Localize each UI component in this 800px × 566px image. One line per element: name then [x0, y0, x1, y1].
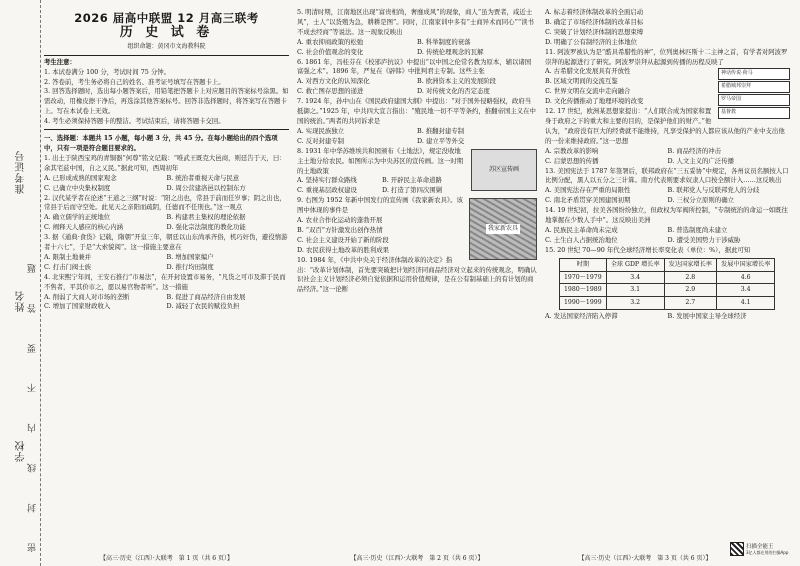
question-text: 11. 阿波罗被认为是“酷具希腊性的神”，位列奥林匹斯十二主神之首，有学者对阿波罗崇拜的起源进行了研究。阿波罗崇拜从起源到传播的历程反映了 [545, 47, 788, 66]
table-row [560, 271, 775, 284]
option: D. 农民获得土地改革的胜利成果 [297, 245, 390, 254]
binding-margin [0, 0, 41, 566]
option: D. 传统伦理观念的瓦解 [417, 47, 484, 56]
question-5 [297, 8, 537, 58]
option: B. 科举制度的衰落 [417, 37, 471, 46]
table-cell: 1990～1999 [560, 297, 607, 310]
question-14 [545, 206, 790, 246]
question-text: 13. 美国宪法于 1787 年签署后，联邦政府在“三五妥协”中规定，各州议员名额按人口比例分配，黑人以五分之三计算。南方代表则要求奴隶人口按全额计入……这反映出 [545, 166, 789, 185]
mind-map-node: 罗马帝国 [718, 94, 790, 106]
option: C. 社会价值观念的变化 [297, 47, 364, 56]
question-text: 4. 北宋熙宁年间，王安石推行“市易法”，在开封设置市易务，“凡货之可市及滞于民而不售者，平其价市之，愿以易官物者听”。这一措施 [44, 272, 286, 291]
figure-caption: 苏区宣传画 [488, 165, 519, 173]
option: A. 农业合作化运动的蓬勃开展 [297, 216, 383, 225]
option: D. 三权分立原则的确立 [667, 196, 734, 205]
notice-item: 4. 考生必须保持答题卡的整洁。考试结束后，请将答题卡交回。 [44, 117, 225, 126]
question-text: 8. 1931 年中华苏维埃共和国颁布《土地法》，规定没收地主土地分给农民。如图所示为中央苏区的宣传画。这一时期的土地政策 [297, 146, 464, 175]
table-cell: 1980～1989 [560, 284, 607, 297]
option: C. 南北矛盾贯穿美国建国初期 [545, 196, 631, 205]
organizer: 组织命题：黄冈市文海教科院 [127, 42, 206, 50]
question-3 [44, 233, 289, 273]
option: D. 推行均田制度 [166, 262, 214, 271]
option: C. 土生白人占据统治地位 [545, 235, 618, 244]
mind-map-node: 希腊城邦崇拜 [718, 81, 790, 93]
option: A. 标志着经济体制改革的全面启动 [545, 8, 644, 16]
table-cell: 2.9 [664, 284, 716, 297]
exam-title: 2026 届高中联盟 12 月高三联考 [74, 11, 259, 25]
table-header: 全球 GDP 增长率 [606, 258, 664, 271]
option: D. 人文主义的广泛传播 [667, 156, 734, 165]
notice-title: 考生注意： [44, 57, 76, 66]
table-cell: 1970～1979 [560, 271, 607, 284]
page-footer-3: 【高三·历史（江西）·大联考 第 3 页（共 6 页）】 [578, 555, 712, 562]
notice-item: 2. 答卷前，考生务必将自己的姓名、准考证号填写在答题卡上。 [44, 77, 225, 86]
question-text: 1. 出土于陕西宝鸡的青铜器“何尊”铭文记载：“唯武王既克大邑商，则廷告于天，曰：余其宅兹中国，自之乂民。”据此可知，西周初年 [44, 153, 286, 172]
option: C. 社会主义建设开始了新的阶段 [297, 235, 389, 244]
page-footer-1: 【高三·历史（江西）·大联考 第 1 页（共 6 页）】 [99, 555, 234, 562]
option: A. 已形成成熟的国家观念 [44, 173, 117, 182]
table-row [560, 297, 775, 310]
table-row [560, 284, 775, 297]
figure-8-image [471, 149, 537, 191]
page-column-1 [44, 8, 289, 548]
option: B. 联邦党人与反联邦党人的分歧 [667, 186, 760, 195]
exam-number-label: 准考证号 [16, 150, 27, 194]
option: B. 欧洲资本主义的发展阶段 [417, 77, 497, 86]
name-label: 姓名 [16, 290, 27, 312]
subject-title: 历 史 试 卷 [119, 24, 214, 40]
table-cell: 2.8 [664, 271, 716, 284]
option: B. 增加国家编户 [166, 252, 214, 261]
question-8 [297, 147, 537, 197]
question-text: 9. 右图为 1952 年新中国发行的宣传画《我家新农具》。该图中体现的事件是 [297, 196, 463, 215]
table-header: 时期 [560, 258, 607, 271]
option: B. 普选制度尚未建立 [667, 225, 728, 234]
figure-9-image [469, 198, 537, 260]
option: A. 对西方文化的认知深化 [297, 77, 370, 86]
question-text: 2. 汉代某学者在论述“王道之三纲”时说：“阳之出也，常县于前而任岁事；阴之出也，常县于后而守空处。此见天之亲阳而疏阴，任德而不任刑也。”这一观点 [44, 193, 286, 212]
option: C. 增加了国家财政收入 [44, 302, 111, 311]
question-11 [545, 47, 790, 116]
question-10-options [545, 8, 790, 48]
question-text: 14. 19 世纪初，拉美各国纷纷独立，但政权为军阀所控制，“专制统治的命运一如既往地掌握在少数人手中”。这反映出美洲 [545, 206, 788, 225]
growth-table [559, 258, 775, 311]
option: C. 启蒙思想的传播 [545, 156, 599, 165]
question-text: 12. 17 世纪，欧洲某思想家提出：“人们联合成为国家和置身于政府之下的重大和主要的目的，是保护他们的财产。”他认为，“政府没有巨大的经费就不能维持，凡享受保护的人都应该从他的产业中支出他的一份来维持政府。”这一思想 [545, 107, 785, 145]
mind-map-figure [718, 67, 790, 120]
question-7 [297, 97, 537, 147]
option: B. 推翻封建专制 [417, 126, 465, 135]
option: A. 民族民主革命尚未完成 [545, 225, 618, 234]
table-header: 发达国家增长率 [664, 258, 716, 271]
question-13 [545, 167, 790, 207]
option: D. 遭受美国势力干涉威胁 [667, 235, 741, 244]
section-heading: 一、选择题：本题共 15 小题，每小题 3 分，共 45 分。在每小题给出的四个选项中，只有一项是符合题目要求的。 [44, 134, 278, 152]
school-label: 学校 [16, 440, 27, 462]
option: C. 突破了计划经济体制的思想束缚 [545, 27, 644, 36]
option: D. 打造了第四次围剿 [382, 186, 443, 195]
option: C. 打击门阀士族 [44, 262, 92, 271]
question-4 [44, 273, 289, 313]
table-cell: 3.2 [606, 297, 664, 310]
option: C. 救亡图存思想的递进 [297, 87, 364, 96]
option: C. 反对封建专制 [297, 136, 345, 145]
option: B. 促进了商品经济自由发展 [166, 292, 246, 301]
option: A. 削弱了大商人对市场的垄断 [44, 292, 130, 301]
figure-caption: 我家新农具 [487, 225, 518, 233]
table-cell: 3.4 [716, 284, 775, 297]
question-1 [44, 154, 289, 194]
page-column-3 [545, 8, 790, 548]
question-text: 6. 1861 年，冯桂芬在《校邠庐抗议》中提出“以中国之伦常名教为原本，辅以诸国富强之术”。1896 年，严复在《辟韩》中批判君主专制。这些主张 [297, 57, 532, 76]
scanner-label: 扫描全能王 [746, 544, 774, 550]
option: A. 坚持实行群众路线 [297, 176, 357, 185]
option: B. 开辟民主革命道路 [382, 176, 442, 185]
option: A. 古希腊文化发展具有开放性 [545, 67, 631, 76]
option: D. 减轻了农民的赋役负担 [166, 302, 240, 311]
table-cell: 4.6 [716, 271, 775, 284]
question-text: 3. 据《通典·食货》记载，隋朝“开皇三年，朝廷以山东尚承齐俗，机巧奸伪，避役惰游者十六七”，于是“大索貌阅”。这一措施主要意在 [44, 233, 288, 252]
notice-item: 1. 本试卷满分 100 分，考试时间 75 分钟。 [44, 67, 171, 76]
qr-code-icon [730, 542, 744, 556]
option: B. 区域文明间的交流互鉴 [545, 77, 618, 86]
option: A. 美国宪法存在严重的局限性 [545, 186, 631, 195]
question-text: 7. 1924 年，孙中山在《国民政府建国大纲》中提出：“对于国外侵略强权，政府当抵御之。”1925 年，中共四大宣言指出：“殖民地一切不平等条约，推翻帝国主义在中国的统治。”两者的共同诉求是 [297, 97, 536, 125]
option: D. 对传统文化的否定态度 [417, 87, 490, 96]
seal-line-text: 密 封 线 内 不 要 答 题 [28, 250, 38, 553]
page-footer-2: 【高三·历史（江西）·大联考 第 2 页（共 6 页）】 [350, 555, 484, 562]
option: A. 确立儒学的正统地位 [44, 213, 111, 222]
scanner-watermark [730, 540, 794, 558]
option: C. 世界文明在交流中走向融合 [545, 87, 631, 96]
question-9 [297, 196, 537, 255]
table-cell: 4.1 [716, 297, 775, 310]
notice-box [44, 55, 289, 130]
option: D. 明确了公有制经济的主体地位 [545, 37, 638, 46]
question-text: 10. 1984 年，《中共中央关于经济体制改革的决定》指出：“改革计划体制，首先要突破把计划经济同商品经济对立起来的传统观念，明确认识社会主义计划经济必须自觉依据和运用价值规律，是在公有制基础上的有计划的商品经济。”这一论断 [297, 255, 537, 294]
table-cell: 2.7 [664, 297, 716, 310]
option: A. 发达国家经济陷入停滞 [545, 312, 618, 321]
question-6 [297, 58, 537, 98]
option: B. 统治者重视天命与民意 [166, 173, 240, 182]
question-text: 15. 20 世纪 70—90 年代全球经济增长率变化表（单位：%），据此可知 [545, 245, 751, 254]
option: C. 重视基层政权建设 [297, 186, 357, 195]
scanner-sub: 3亿人都在用的扫描App [746, 550, 789, 555]
page-column-2 [297, 8, 537, 548]
table-header: 发展中国家增长率 [716, 258, 775, 271]
option: B. 发展中国家主导全球经济 [667, 312, 747, 321]
option: C. 阐释天人感应的核心内涵 [44, 223, 124, 232]
option: D. 周公营建洛邑以控制东方 [166, 183, 246, 192]
table-cell: 3.4 [606, 271, 664, 284]
option: B. 商品经济的冲击 [667, 146, 721, 155]
option: A. 实现民族独立 [297, 126, 345, 135]
option: A. 宗教改革的影响 [545, 146, 599, 155]
option: B. “双百”方针激发出创作热情 [297, 225, 383, 234]
table-cell: 3.1 [606, 284, 664, 297]
option: D. 文化传播推动了地理环境的改变 [545, 97, 644, 106]
notice-item: 3. 回答选择题时，选出每小题答案后，用铅笔把答题卡上对应题目的答案标号涂黑。如需改动，用橡皮擦干净后，再选涂其他答案标号。回答非选择题时，将答案写在答题卡上。写在本试卷上无效。 [44, 87, 289, 116]
question-text: 5. 明清时期，江南地区出现“富贵相尚，奢靡成风”的现象，商人“虽为贾者，咸近士风”，士人“以货殖为急，耕耕是图”。同时，江南家训中多有“士商异术而同心”“读书不成去经商”等说法。这一现象反映出 [297, 8, 534, 36]
option: D. 强化宗法制度的教化功能 [166, 223, 246, 232]
option: B. 构建君主集权的理论依据 [166, 213, 246, 222]
question-15 [545, 246, 790, 322]
option: C. 已确立中央集权制度 [44, 183, 111, 192]
question-2 [44, 194, 289, 234]
mind-map-node: 基督教 [718, 107, 790, 119]
question-10 [297, 256, 537, 296]
option: A. 限制土地兼并 [44, 252, 92, 261]
option: D. 建立平等外交 [417, 136, 465, 145]
option: B. 确定了市场经济体制的改革目标 [545, 17, 644, 26]
option: A. 重农抑商政策的松弛 [297, 37, 364, 46]
mind-map-node: 神话传说·荷马 [718, 68, 790, 80]
